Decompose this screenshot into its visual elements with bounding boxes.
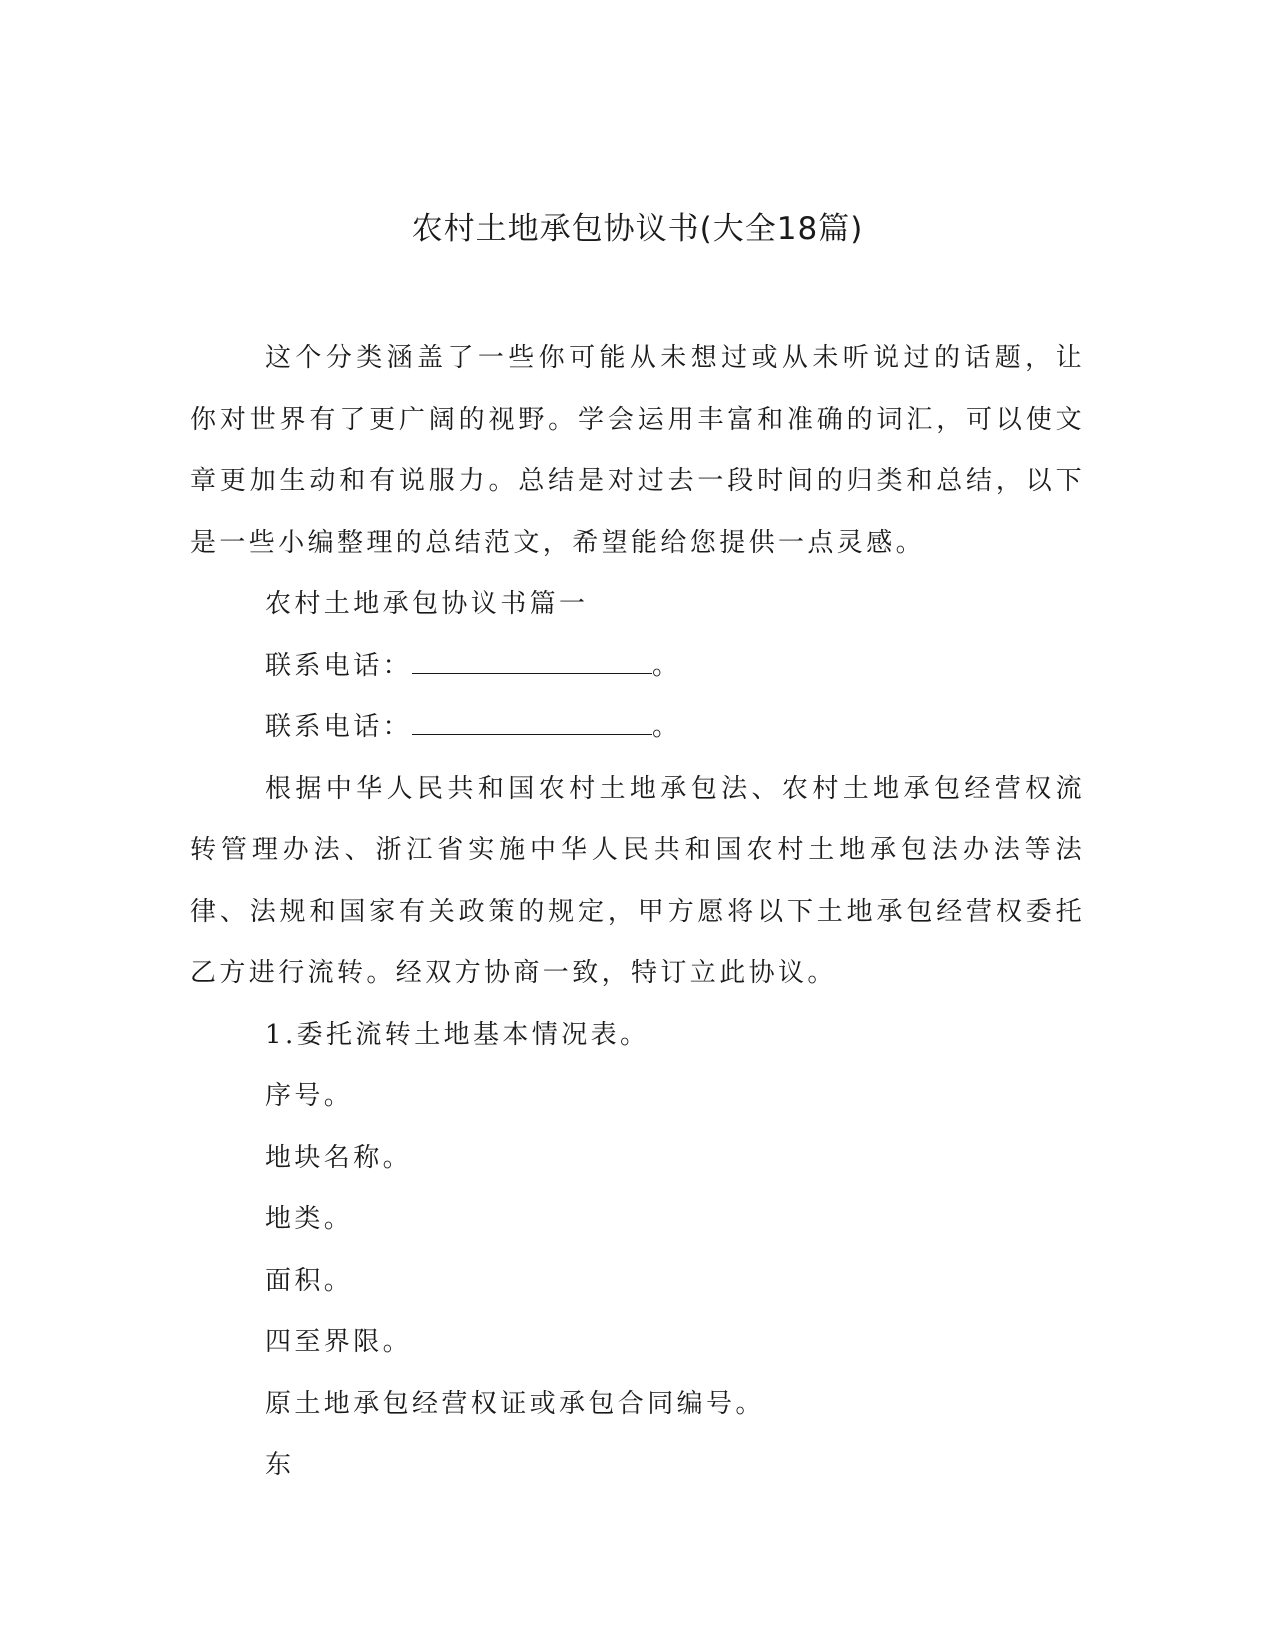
contact-phone-end-2: 。 (652, 712, 682, 742)
document-title: 农村土地承包协议书(大全18篇) (411, 211, 864, 247)
field-serial-number: 序号。 (265, 1081, 354, 1111)
contact-phone-blank-1 (412, 649, 652, 674)
contact-phone-label-1: 联系电话： (265, 650, 413, 681)
contact-phone-line-1 (190, 636, 1085, 698)
contact-phone-blank-2 (412, 710, 652, 735)
field-boundaries: 四至界限。 (265, 1327, 413, 1357)
table-heading: 1.委托流转土地基本情况表。 (265, 1019, 650, 1050)
legal-basis-paragraph: 根据中华人民共和国农村土地承包法、农村土地承包经营权流转管理办法、浙江省实施中华人民共和国农村土地承包法办法等法律、法规和国家有关政策的规定，甲方愿将以下土地承包经营权委托乙方进行流转。经双方协商一致，特订立此协议。 (190, 773, 1085, 988)
field-certificate-number: 原土地承包经营权证或承包合同编号。 (265, 1388, 765, 1419)
field-east: 东 (265, 1450, 295, 1480)
section-heading: 农村土地承包协议书篇一 (265, 589, 589, 619)
contact-phone-label-2: 联系电话： (265, 712, 413, 742)
field-land-type: 地类。 (265, 1204, 354, 1234)
intro-paragraph: 这个分类涵盖了一些你可能从未想过或从未听说过的话题，让你对世界有了更广阔的视野。学会运用丰富和准确的词汇，可以使文章更加生动和有说服力。总结是对过去一段时间的归类和总结，以下是一些小编整理的总结范文，希望能给您提供一点灵感。 (190, 343, 1085, 558)
document-body (190, 328, 1085, 1497)
field-area: 面积。 (265, 1265, 354, 1296)
contact-phone-line-2 (190, 697, 1085, 759)
contact-phone-end-1: 。 (652, 650, 682, 681)
field-plot-name: 地块名称。 (265, 1142, 413, 1173)
